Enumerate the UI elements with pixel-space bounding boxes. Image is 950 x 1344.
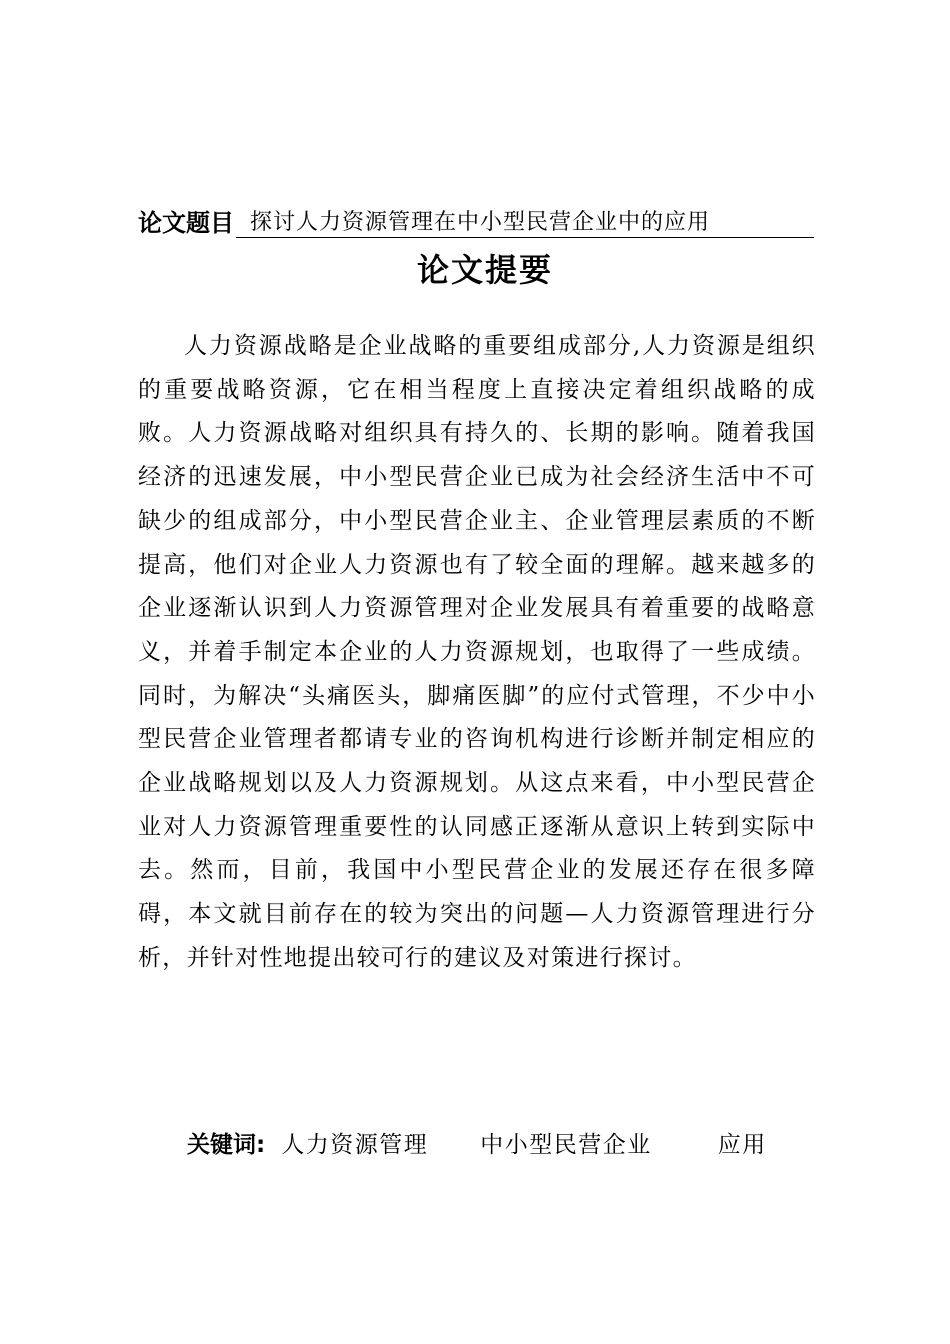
thesis-title-value: 探讨人力资源管理在中小型民营企业中的应用 bbox=[250, 210, 711, 235]
abstract-heading: 论文提要 bbox=[416, 251, 553, 289]
keyword-item: 应用 bbox=[717, 1131, 767, 1158]
thesis-title-line bbox=[138, 206, 814, 238]
thesis-title-underline bbox=[236, 208, 814, 238]
abstract-body: 人力资源战略是企业战略的重要组成部分,人力资源是组织的重要战略资源，它在相当程度上直接决定着组织战略的成败。人力资源战略对组织具有持久的、长期的影响。随着我国经济的迅速发展，中小型民营企业已成为社会经济生活中不可缺少的组成部分，中小型民营企业主、企业管理层素质的不断提高，他们对企业人力资源也有了较全面的理解。越来越多的企业逐渐认识到人力资源管理对企业发展具有着重要的战略意义，并着手制定本企业的人力资源规划，也取得了一些成绩。同时，为解决“头痛医头，脚痛医脚”的应付式管理，不少中小型民营企业管理者都请专业的咨询机构进行诊断并制定相应的企业战略规划以及人力资源规划。从这点来看，中小型民营企业对人力资源管理重要性的认同感正逐渐从意识上转到实际中去。然而，目前，我国中小型民营企业的发展还存在很多障碍，本文就目前存在的较为突出的问题—人力资源管理进行分析，并针对性地提出较可行的建议及对策进行探讨。 bbox=[138, 333, 816, 971]
keywords-label: 关键词: bbox=[187, 1131, 266, 1158]
thesis-title-label: 论文题目 bbox=[138, 209, 234, 237]
keyword-item: 人力资源管理 bbox=[281, 1131, 429, 1158]
keyword-item: 中小型民营企业 bbox=[480, 1131, 652, 1158]
keywords-line bbox=[187, 1120, 767, 1164]
